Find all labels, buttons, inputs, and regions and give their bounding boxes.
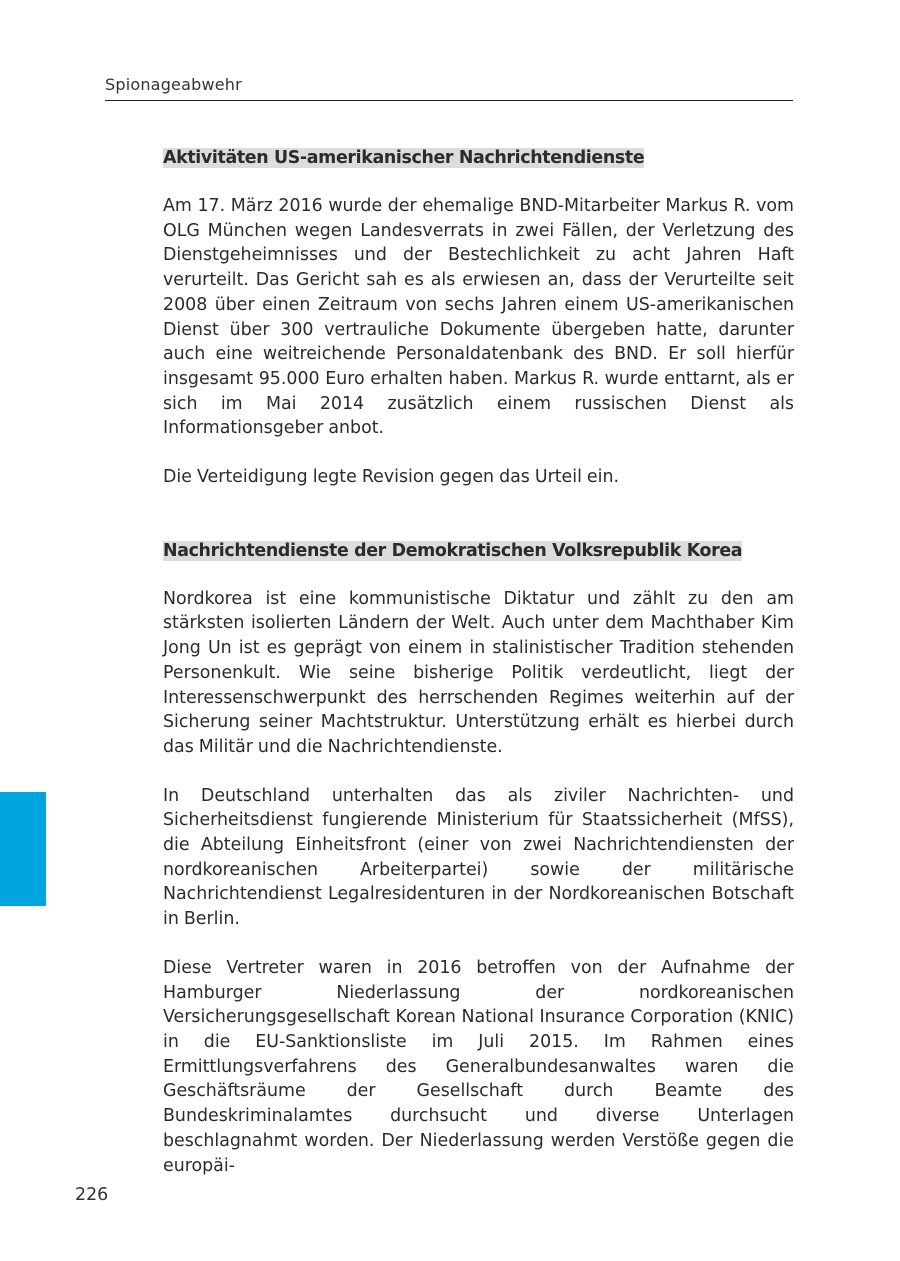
section-heading-text: Nachrichtendienste der Demokratischen Volksrepublik Korea — [163, 540, 743, 561]
paragraph: In Deutschland unterhalten das als ziviler Nachrichten- und Sicherheitsdienst fungierende Ministerium für Staatssicherheit (MfSS), die Abteilung Einheitsfront (einer von zwei Nachrichtendiensten der nordkoreanischen Arbeiterpartei) sowie der militärische Nachrichtendienst Legalresidenturen in der Nordkoreanischen Botschaft in Berlin. — [163, 785, 794, 930]
paragraph: Am 17. März 2016 wurde der ehemalige BND-Mitarbeiter Markus R. vom OLG München wegen Landesverrats in zwei Fällen, der Verletzung des Dienstgeheimnisses und der Bestechlichkeit zu acht Jahren Haft verurteilt. Das Gericht sah es als erwiesen an, dass der Verurteilte seit 2008 über einen Zeitraum von sechs Jahren einem US-amerikanischen Dienst über 300 vertrauliche Dokumente übergeben hatte, darunter auch eine weitreichende Personaldatenbank des BND. Er soll hierfür insgesamt 95.000 Euro erhalten haben. Markus R. wurde enttarnt, als er sich im Mai 2014 zusätzlich einem russischen Dienst als Informationsgeber anbot. — [163, 196, 794, 439]
section-heading-north-korea — [163, 539, 794, 563]
page-number: 226 — [75, 1185, 109, 1205]
running-header — [105, 74, 793, 101]
paragraph: Nordkorea ist eine kommunistische Diktatur und zählt zu den am stärksten isolierten Ländern der Welt. Auch unter dem Machthaber Kim Jong Un ist es geprägt von einem in stalinistischer Tradition stehenden Personenkult. Wie seine bisherige Politik verdeutlicht, liegt der Interessenschwerpunkt des herrschenden Regimes weiterhin auf der Sicherung seiner Machtstruktur. Unterstützung erhält es hierbei durch das Militär und die Nachrichtendienste. — [163, 588, 794, 757]
paragraph: Diese Vertreter waren in 2016 betroffen von der Aufnahme der Hamburger Niederlassung der nordkoreanischen Versicherungsgesellschaft Korean National Insurance Corporation (KNIC) in die EU-Sanktionsliste im Juli 2015. Im Rahmen eines Ermittlungsverfahrens des Generalbundesanwaltes waren die Geschäftsräume der Gesellschaft durch Beamte des Bundeskriminalamtes durchsucht und diverse Unterlagen beschlagnahmt worden. Der Niederlassung werden Verstöße gegen die europäi- — [163, 957, 794, 1176]
section-heading-us-services — [163, 146, 794, 170]
running-title: Spionageabwehr — [105, 75, 242, 94]
page-body — [163, 146, 794, 1178]
paragraph: Die Verteidigung legte Revision gegen das Urteil ein. — [163, 467, 620, 488]
chapter-tab-marker — [0, 792, 46, 906]
section-heading-text: Aktivitäten US-amerikanischer Nachrichtendienste — [163, 148, 645, 168]
